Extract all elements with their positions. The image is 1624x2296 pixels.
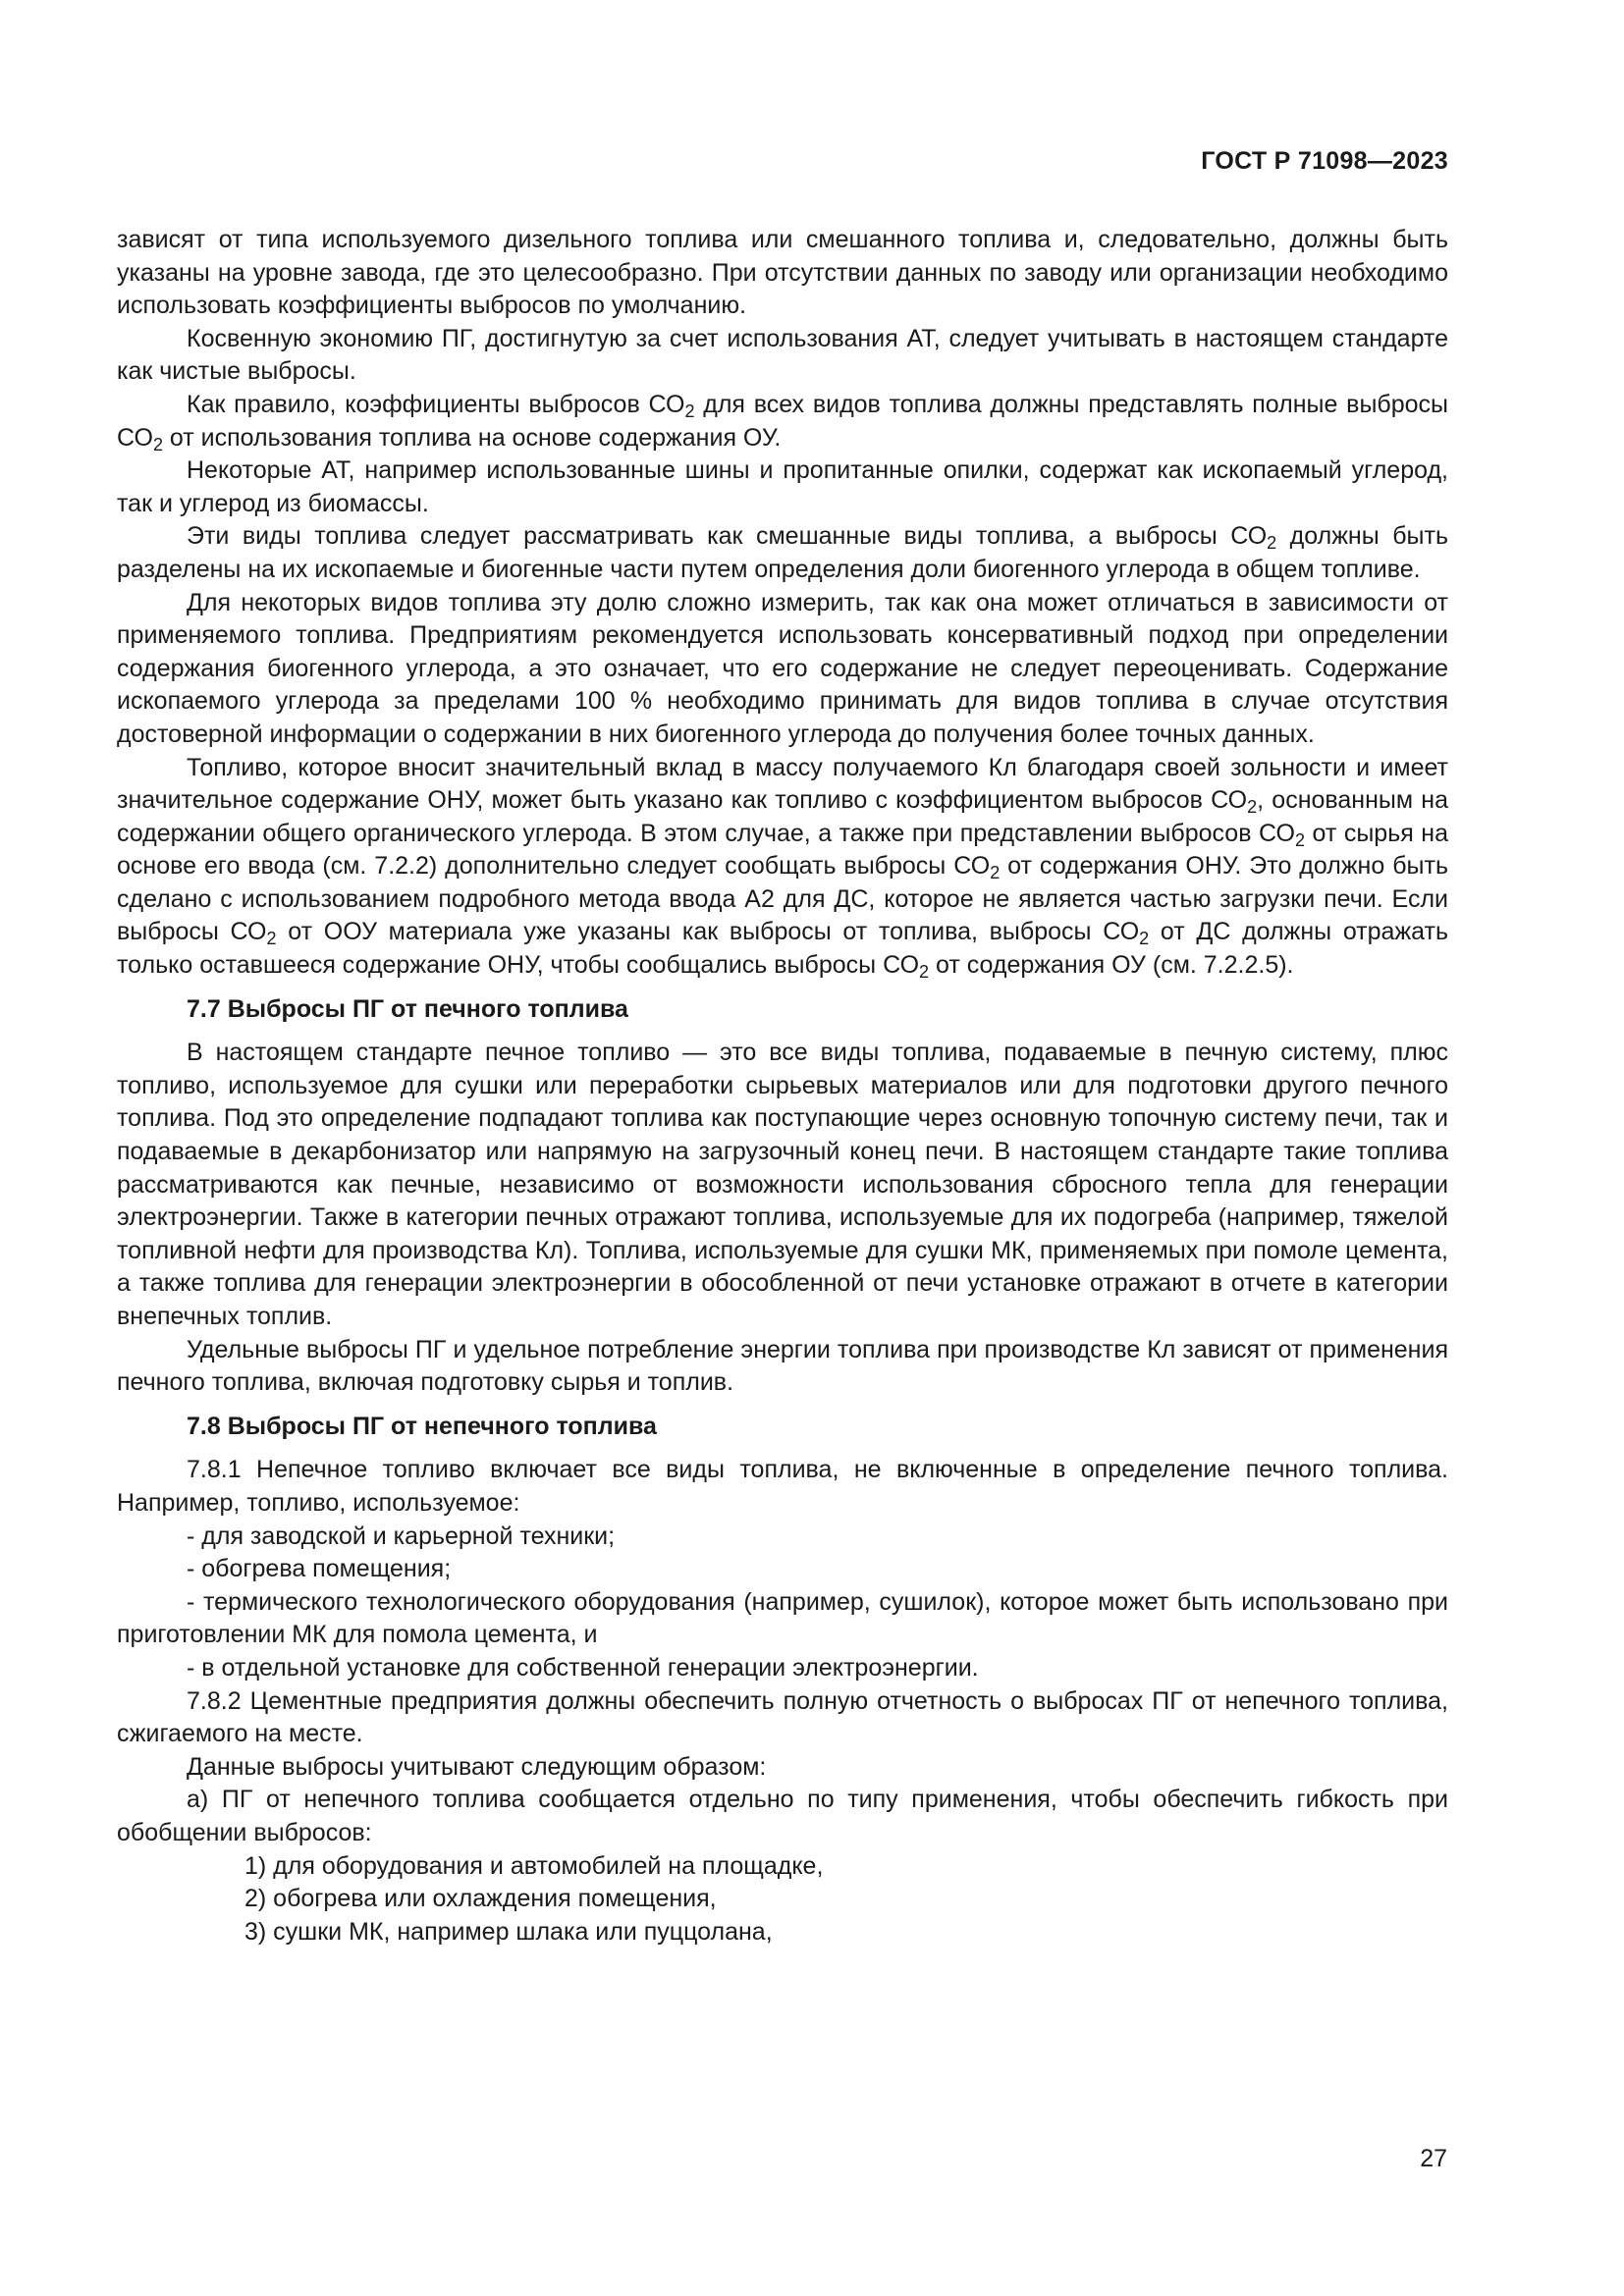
paragraph-accounting: Данные выбросы учитывают следующим образом:: [187, 1752, 767, 1781]
list-item-dash: - термического технологического оборудования (например, сушилок), которое может быть использовано при приготовлении МК для помола цемента, и: [117, 1587, 1448, 1649]
list-item-dash: - обогрева помещения;: [187, 1555, 452, 1583]
text-fragment: от содержания ОНУ. Это должно быть сделано с использованием подробного метода ввода А2 для ДС, которое не является частью загрузки печи. Если выбросы СО: [117, 852, 1448, 946]
section-heading-7-7: 7.7 Выбросы ПГ от печного топлива: [187, 994, 628, 1023]
subscript-2: 2: [266, 929, 277, 949]
text-fragment: Топливо, которое вносит значительный вклад в массу получаемого Кл благодаря своей зольности и имеет значительное содержание ОНУ, может быть указано как топливо с коэффициентом выбросов СО: [117, 753, 1448, 815]
text-fragment: от сырья на основе его ввода (см. 7.2.2) дополнительно следует сообщать выбросы СО: [117, 819, 1448, 881]
subscript-2: 2: [1247, 797, 1258, 818]
text-fragment: от использования топлива на основе содержания ОУ.: [162, 423, 782, 452]
paragraph-7-8-1: 7.8.1 Непечное топливо включает все виды топлива, не включенные в определение печного топлива. Например, топливо, используемое:: [117, 1456, 1448, 1517]
text-fragment: от ДС должны отражать только оставшееся содержание ОНУ, чтобы сообщались выбросы СО: [117, 918, 1448, 980]
list-item-numbered: 2) обогрева или охлаждения помещения,: [244, 1885, 717, 1913]
paragraph-ash-fuel: [117, 752, 1448, 983]
subscript-2: 2: [152, 434, 163, 454]
subscript-2: 2: [1294, 829, 1305, 850]
page-body: [117, 224, 1448, 1949]
text-fragment: Эти виды топлива следует рассматривать как смешанные виды топлива, а выбросы СО: [187, 522, 1268, 551]
list-item-a: а) ПГ от непечного топлива сообщается отдельно по типу применения, чтобы обеспечить гибкость при обобщении выбросов:: [117, 1786, 1448, 1846]
paragraph-continuation: зависят от типа используемого дизельного топлива или смешанного топлива и, следовательно, должны быть указаны на уровне завода, где это целесообразно. При отсутствии данных по заводу или организации необходимо использовать коэффициенты выбросов по умолчанию.: [117, 226, 1448, 320]
section-heading-7-8: 7.8 Выбросы ПГ от непечного топлива: [187, 1412, 657, 1440]
subscript-2: 2: [684, 400, 695, 421]
text-fragment: для всех видов топлива должны представлять полные выбросы СО: [117, 390, 1449, 452]
paragraph-indirect-savings: Косвенную экономию ПГ, достигнутую за счет использования АТ, следует учитывать в настоящем стандарте как чистые выбросы.: [117, 324, 1448, 386]
paragraph-7-8-2: 7.8.2 Цементные предприятия должны обеспечить полную отчетность о выбросах ПГ от непечного топлива, сжигаемого на месте.: [117, 1686, 1448, 1748]
text-fragment: должны быть разделены на их ископаемые и биогенные части путем определения доли биогенного углерода в общем топливе.: [117, 522, 1448, 583]
paragraph-kiln-fuel-definition: В настоящем стандарте печное топливо — это все виды топлива, подаваемые в печную систему, плюс топливо, используемое для сушки или переработки сырьевых материалов или для подготовки другого печного топлива. Под это определение подпадают топлива как поступающие через основную топочную систему печи, так и подаваемые в декарбонизатор или напрямую на загрузочный конец печи. В настоящем стандарте такие топлива рассматриваются как печные, независимо от возможности использования сбросного тепла для генерации электроэнергии. Также в категории печных отражают топлива, используемые для их подогреба (например, тяжелой топливной нефти для производства Кл). Топлива, используемые для сушки МК, применяемых при помоле цемента, а также топлива для генерации электроэнергии в обособленной от печи установке отражают в отчете в категории внепечных топлив.: [117, 1039, 1448, 1330]
paragraph-biogenic-share: Для некоторых видов топлива эту долю сложно измерить, так как она может отличаться в зависимости от применяемого топлива. Предприятиям рекомендуется использовать консервативный подход при определении содержания биогенного углерода, а это означает, что его содержание не следует переоценивать. Содержание ископаемого углерода за пределами 100 % необходимо принимать для видов топлива в случае отсутствия достоверной информации о содержании в них биогенного углерода до получения более точных данных.: [117, 588, 1448, 748]
text-fragment: от ООУ материала уже указаны как выбросы от топлива, выбросы СО: [276, 918, 1140, 946]
page-number: 27: [1420, 2145, 1447, 2172]
text-fragment: , основанным на содержании общего органического углерода. В этом случае, а также при представлении выбросов СО: [117, 786, 1448, 847]
subscript-2: 2: [919, 962, 930, 983]
paragraph-kiln-fuel-specific: Удельные выбросы ПГ и удельное потребление энергии топлива при производстве Кл зависят от применения печного топлива, включая подготовку сырья и топлив.: [117, 1335, 1448, 1397]
paragraph-co2-factors: [117, 389, 1448, 454]
text-fragment: от содержания ОУ (см. 7.2.2.5).: [929, 951, 1294, 980]
paragraph-mixed-fuels: [117, 520, 1448, 586]
document-header-id: ГОСТ Р 71098—2023: [1201, 147, 1448, 175]
paragraph-tires-sawdust: Некоторые АТ, например использованные шины и пропитанные опилки, содержат как ископаемый углерод, так и углерод из биомассы.: [117, 456, 1448, 517]
list-item-numbered: 1) для оборудования и автомобилей на площадке,: [244, 1851, 824, 1880]
subscript-2: 2: [1139, 929, 1150, 949]
list-item-numbered: 3) сушки МК, например шлака или пуццолана,: [244, 1917, 773, 1946]
text-fragment: Как правило, коэффициенты выбросов СО: [187, 390, 685, 418]
list-item-dash: - для заводской и карьерной техники;: [187, 1522, 616, 1550]
subscript-2: 2: [1267, 533, 1277, 554]
list-item-dash: - в отдельной установке для собственной генерации электроэнергии.: [187, 1653, 979, 1682]
subscript-2: 2: [990, 863, 1001, 883]
